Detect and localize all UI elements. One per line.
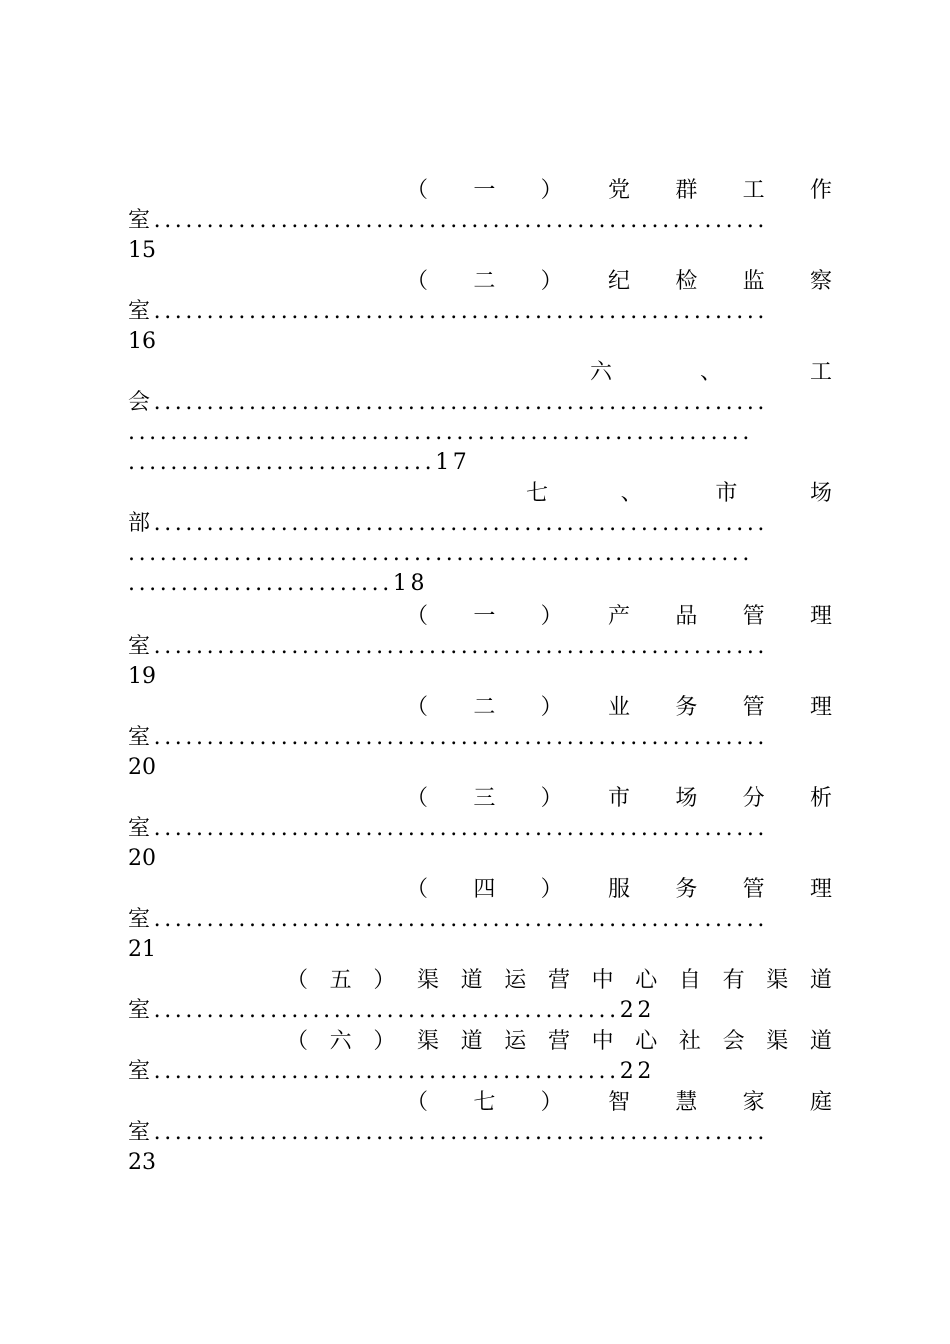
- title-char: 群: [675, 178, 698, 203]
- toc-entry: [128, 966, 832, 1026]
- title-char: （: [406, 604, 429, 629]
- title-char: 产: [607, 604, 630, 629]
- title-char: 道: [460, 1029, 483, 1054]
- toc-entry: [128, 267, 832, 357]
- toc-entry: [128, 602, 832, 692]
- title-char: ）: [373, 1029, 396, 1054]
- toc-entry: [128, 875, 832, 965]
- title-char: 慧: [675, 1090, 698, 1115]
- page-number: 16: [128, 329, 156, 354]
- leader-line: ...........................................................: [128, 420, 753, 445]
- title-char: ）: [540, 178, 563, 203]
- page-number: 15: [128, 238, 156, 263]
- title-last-char: 会: [128, 390, 154, 415]
- title-char: 运: [504, 1029, 527, 1054]
- title-char: （: [406, 695, 429, 720]
- title-char: 有: [722, 968, 745, 993]
- title-char: 六: [590, 360, 613, 385]
- dot-leader: ..........................................................: [153, 816, 769, 841]
- title-char: 场: [809, 481, 832, 506]
- title-char: 务: [675, 877, 698, 902]
- leader-line: [128, 1057, 832, 1087]
- title-last-char: 室: [128, 634, 154, 659]
- dot-leader: ..........................................................: [153, 1120, 769, 1145]
- title-char: 道: [809, 968, 832, 993]
- title-char: ）: [540, 1090, 563, 1115]
- toc-title-line: [406, 1088, 832, 1118]
- title-char: 管: [742, 695, 765, 720]
- title-char: 七: [473, 1090, 496, 1115]
- toc-title-line: [526, 479, 832, 509]
- title-char: 、: [699, 360, 722, 385]
- title-char: 理: [809, 877, 832, 902]
- title-char: 察: [809, 269, 832, 294]
- title-char: 营: [547, 968, 570, 993]
- title-char: 社: [678, 1029, 701, 1054]
- title-char: 家: [742, 1090, 765, 1115]
- title-last-char: 室: [128, 1120, 154, 1145]
- dot-leader: ..........................................................: [153, 725, 769, 750]
- title-char: 析: [809, 786, 832, 811]
- title-char: 渠: [766, 968, 789, 993]
- dot-leader: ..........................................................: [153, 299, 769, 324]
- title-char: 道: [460, 968, 483, 993]
- toc-title-line: [406, 267, 832, 297]
- leader-line: [128, 996, 832, 1026]
- title-char: 检: [675, 269, 698, 294]
- title-char: ）: [540, 695, 563, 720]
- dot-leader: ............................................: [153, 998, 620, 1023]
- title-char: 五: [329, 968, 352, 993]
- page-number: 23: [128, 1150, 156, 1175]
- title-last-char: 室: [128, 725, 154, 750]
- title-char: 一: [473, 178, 496, 203]
- toc-title-line: [286, 966, 832, 996]
- dot-leader: ..........................................................: [153, 208, 769, 233]
- title-char: 智: [607, 1090, 630, 1115]
- title-char: 渠: [766, 1029, 789, 1054]
- title-char: 服: [607, 877, 630, 902]
- title-char: 渠: [416, 1029, 439, 1054]
- leader-line: [128, 905, 832, 935]
- dot-leader: ..........................................................: [153, 907, 769, 932]
- title-char: 运: [504, 968, 527, 993]
- toc-entry: [128, 693, 832, 783]
- page-number: 18: [392, 571, 429, 596]
- title-char: 务: [675, 695, 698, 720]
- title-char: 营: [547, 1029, 570, 1054]
- dot-leader: ..........................................................: [153, 390, 769, 415]
- title-char: ）: [540, 269, 563, 294]
- dot-leader: ............................................: [153, 1059, 620, 1084]
- dot-leader: ..........................................................: [153, 634, 769, 659]
- title-char: （: [406, 178, 429, 203]
- toc-entry: [128, 176, 832, 266]
- leader-line: [128, 632, 832, 662]
- title-char: 二: [473, 695, 496, 720]
- title-char: 六: [329, 1029, 352, 1054]
- toc-title-line: [406, 875, 832, 905]
- title-char: 一: [473, 604, 496, 629]
- title-char: 市: [607, 786, 630, 811]
- page-number: 19: [128, 664, 156, 689]
- title-char: 二: [473, 269, 496, 294]
- title-char: 管: [742, 604, 765, 629]
- toc-title-line: [406, 784, 832, 814]
- title-char: 纪: [607, 269, 630, 294]
- dot-leader: .........................: [128, 571, 393, 596]
- toc-entry: [128, 479, 832, 599]
- page-number: 22: [619, 1059, 655, 1084]
- title-last-char: 部: [128, 511, 154, 536]
- title-char: ）: [540, 786, 563, 811]
- page-number: 22: [619, 998, 655, 1023]
- title-char: 品: [675, 604, 698, 629]
- title-char: 工: [742, 178, 765, 203]
- title-char: 中: [591, 968, 614, 993]
- title-char: ）: [540, 877, 563, 902]
- leader-line: [128, 569, 832, 599]
- title-char: 业: [607, 695, 630, 720]
- title-char: （: [406, 1090, 429, 1115]
- leader-line: [128, 1118, 832, 1148]
- title-char: （: [406, 786, 429, 811]
- toc-entry: [128, 1027, 832, 1087]
- leader-line: [128, 388, 832, 418]
- page-number: 21: [128, 937, 156, 962]
- title-char: 会: [722, 1029, 745, 1054]
- title-char: 四: [473, 877, 496, 902]
- dot-leader: ..........................................................: [153, 511, 769, 536]
- title-char: 市: [715, 481, 738, 506]
- title-char: 党: [607, 178, 630, 203]
- title-char: （: [286, 968, 309, 993]
- title-char: （: [286, 1029, 309, 1054]
- title-char: 监: [742, 269, 765, 294]
- leader-line: [128, 814, 832, 844]
- toc-entry: [128, 358, 832, 478]
- title-char: 场: [675, 786, 698, 811]
- toc-title-line: [590, 358, 832, 388]
- leader-line: [128, 509, 832, 539]
- title-char: 理: [809, 695, 832, 720]
- leader-line: [128, 448, 832, 478]
- leader-line: ...........................................................: [128, 541, 753, 566]
- page-number: 20: [128, 755, 156, 780]
- dot-leader: .............................: [128, 450, 436, 475]
- title-last-char: 室: [128, 208, 154, 233]
- title-char: 心: [635, 968, 658, 993]
- title-last-char: 室: [128, 299, 154, 324]
- title-char: 庭: [809, 1090, 832, 1115]
- title-char: 心: [635, 1029, 658, 1054]
- title-char: 三: [473, 786, 496, 811]
- page-number: 20: [128, 846, 156, 871]
- toc-entry: [128, 1088, 832, 1178]
- title-char: 七: [526, 481, 549, 506]
- toc-title-line: [406, 693, 832, 723]
- leader-line: [128, 723, 832, 753]
- toc-title-line: [406, 602, 832, 632]
- leader-line: [128, 206, 832, 236]
- title-char: ）: [373, 968, 396, 993]
- title-char: （: [406, 269, 429, 294]
- title-char: ）: [540, 604, 563, 629]
- title-char: 分: [742, 786, 765, 811]
- page-number: 17: [435, 450, 471, 475]
- title-char: （: [406, 877, 429, 902]
- title-char: 工: [809, 360, 832, 385]
- title-last-char: 室: [128, 816, 154, 841]
- toc-entry: [128, 784, 832, 874]
- title-char: 道: [809, 1029, 832, 1054]
- title-char: 作: [809, 178, 832, 203]
- title-char: 理: [809, 604, 832, 629]
- title-char: 、: [620, 481, 643, 506]
- title-last-char: 室: [128, 1059, 154, 1084]
- title-char: 管: [742, 877, 765, 902]
- title-last-char: 室: [128, 998, 154, 1023]
- title-char: 渠: [416, 968, 439, 993]
- title-last-char: 室: [128, 907, 154, 932]
- toc-title-line: [406, 176, 832, 206]
- title-char: 中: [591, 1029, 614, 1054]
- title-char: 自: [678, 968, 701, 993]
- toc-title-line: [286, 1027, 832, 1057]
- leader-line: [128, 297, 832, 327]
